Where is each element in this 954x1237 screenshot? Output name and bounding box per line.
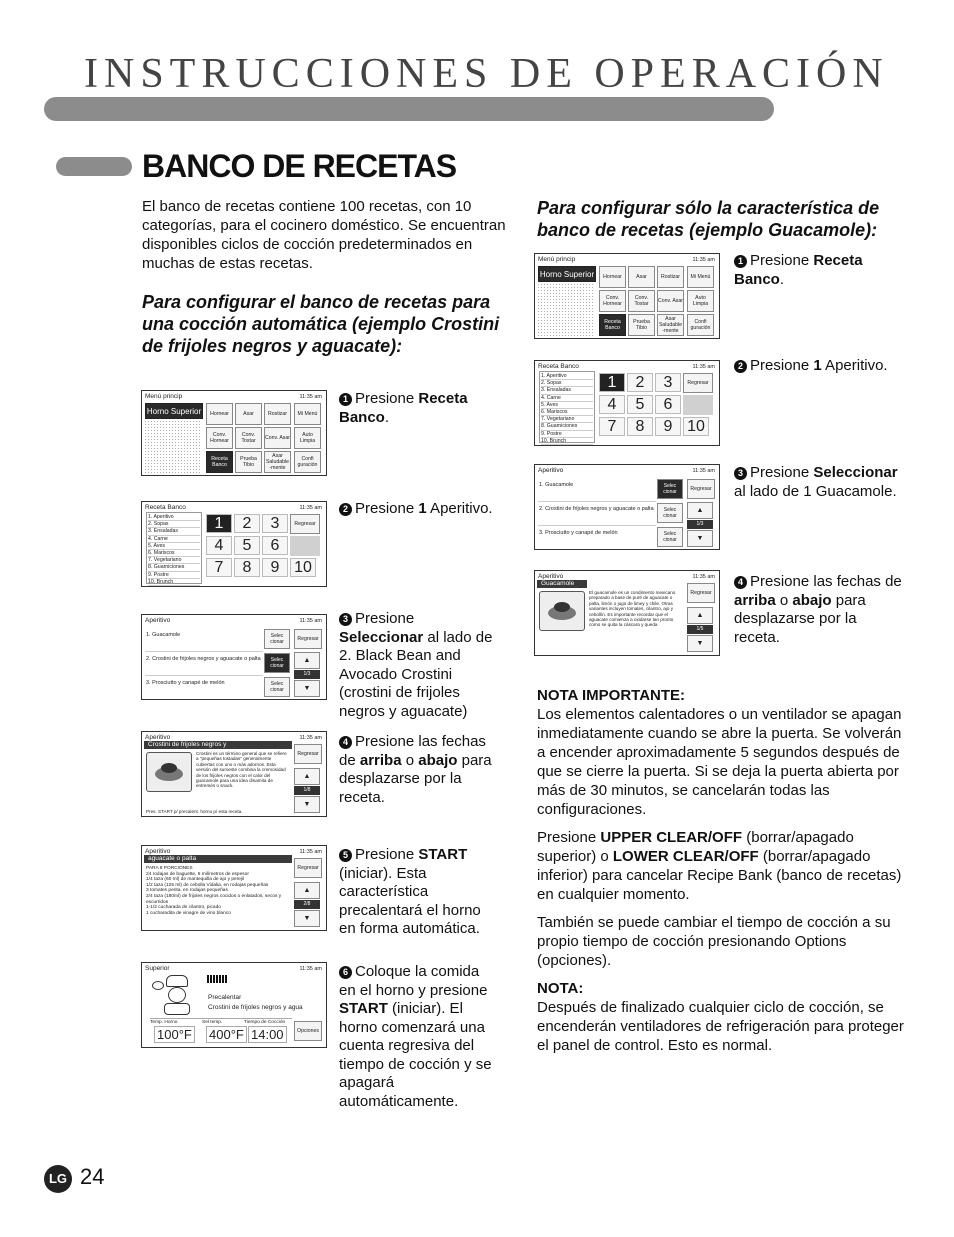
- number-button-10[interactable]: 10: [683, 417, 709, 436]
- step-text: Presione Receta Banco.: [734, 252, 863, 288]
- ingredient-line: 2/4 taza (180ml) de frijoles negros cocidos o enlatados, secos y escurridos: [146, 893, 282, 905]
- screen-title: Aperitivo: [538, 573, 564, 580]
- nota-text: Después de finalizado cualquier ciclo de cocción, se encenderán ventiladores de refrigeración para proteger el panel de control. Esto es normal.: [537, 999, 904, 1054]
- category-item: 3. Ensaladas: [541, 387, 593, 394]
- recipe-description: El guacamole es un condimento mexicano preparado a base de puré de aguacate o palta, limón o jugo de limey y chile. Otras variantes incluyen tomates, cilantro, ajo y cebollín. Es importante recordar que el aguacate comienza a oxidarse tan pronto como se quita la cáscara y queda: [589, 590, 676, 628]
- scroll-up-button[interactable]: ▲: [687, 607, 713, 624]
- screen-time: 11:35 am: [299, 394, 322, 400]
- select-button-1[interactable]: Selec cionar: [657, 479, 683, 499]
- screen-title: Aperitivo: [145, 617, 171, 624]
- screen-title: Aperitivo: [145, 848, 171, 855]
- select-button-2[interactable]: Selec cionar: [657, 503, 683, 523]
- nota-importante-text: Los elementos calentadores o un ventilador se apagan inmediatamente cuando se abre la puerta. Se volverán a encender aproximadamente 5 segundos después de que se cierre la puerta. Si se deja la puerta abierta por más de 30 minutos, se cancelarán todas las configuraciones.: [537, 706, 902, 818]
- menu-button-0-3[interactable]: Mi Menú: [687, 266, 714, 288]
- left-step-1: [339, 390, 499, 427]
- ingredient-line: 3 tomates perita, en rodajas pequeñas: [146, 888, 228, 894]
- left-step-6: [339, 963, 499, 1111]
- number-button-4[interactable]: 4: [599, 395, 625, 414]
- number-button-1[interactable]: 1: [599, 373, 625, 392]
- category-list: [539, 371, 595, 443]
- preheat-label: Precalentar: [208, 994, 242, 1001]
- ingredient-line: 1 cucharadita de vinagre de vino blanco: [146, 910, 231, 916]
- recipe-title-bar: aguacate o palta: [144, 855, 292, 863]
- screen-title: Aperitivo: [145, 734, 171, 741]
- page-indicator: 2/8: [294, 900, 320, 909]
- menu-button-1-2[interactable]: Conv. Asar: [264, 427, 291, 449]
- chef-icon: [152, 973, 198, 1015]
- category-list: [146, 512, 202, 584]
- recipe-title-bar: Guacamole: [537, 580, 587, 588]
- number-button-6[interactable]: 6: [262, 536, 288, 555]
- category-item: 4. Carne: [541, 395, 593, 402]
- scroll-up-button[interactable]: ▲: [294, 882, 320, 899]
- field-label: Sel temp.: [202, 1020, 223, 1025]
- menu-button-0-3[interactable]: Mi Menú: [294, 403, 321, 425]
- clear-off-paragraph: Presione UPPER CLEAR/OFF (borrar/apagado superior) o LOWER CLEAR/OFF (borrar/apagado inferior) para cancelar Recipe Bank (banco de recetas) en cualquier momento.: [537, 829, 902, 903]
- category-item: 2. Sopas: [541, 380, 593, 387]
- select-button-1[interactable]: Selec cionar: [264, 629, 290, 649]
- category-item: 8. Guarniciones: [541, 423, 593, 430]
- step-text: Presione Receta Banco.: [339, 390, 468, 426]
- section-pill: [56, 157, 132, 176]
- step-number-badge: 5: [339, 849, 352, 862]
- step-text: Presione Seleccionar al lado de 1 Guacamole.: [734, 464, 898, 500]
- menu-button-1-2[interactable]: Conv. Asar: [657, 290, 684, 312]
- left-aperitivo-screen: [141, 614, 327, 700]
- step-text: Coloque la comida en el horno y presione START (iniciar). El horno comenzará una cuenta regresiva del tiempo de cocción y se apagará automáticamente.: [339, 963, 492, 1110]
- section-title: BANCO DE RECETAS: [142, 148, 457, 184]
- step-text: Presione las fechas de arriba o abajo para desplazarse por la receta.: [339, 733, 492, 806]
- number-button-8[interactable]: 8: [627, 417, 653, 436]
- intro-paragraph: El banco de recetas contiene 100 recetas, con 10 categorías, para el cocinero doméstico. Se encuentran disponibles ciclos de cocción predeterminados en muchas de estas recetas.: [142, 198, 506, 272]
- menu-button-2-2[interactable]: Asar Saludable -mente: [265, 453, 290, 471]
- category-item: 5. Aves: [541, 402, 593, 409]
- menu-button-2-0[interactable]: Receta Banco: [599, 314, 626, 336]
- number-button-10[interactable]: 10: [290, 558, 316, 577]
- menu-button-0-0[interactable]: Hornear: [206, 403, 233, 425]
- category-item: 5. Aves: [148, 543, 200, 550]
- screen-time: 11:35 am: [692, 468, 715, 474]
- divider: [538, 525, 656, 526]
- field-value: 100°F: [154, 1026, 195, 1043]
- ingredient-line: PARA 8 PORCIONES: [146, 866, 193, 871]
- field-label: Temp. Horno: [150, 1020, 178, 1025]
- category-item: 9. Postre: [148, 572, 200, 579]
- right-heading: Para configurar sólo la característica de banco de recetas (ejemplo Guacamole):: [537, 198, 880, 240]
- right-step-1: [734, 252, 904, 289]
- page-indicator: 1/3: [294, 670, 320, 679]
- aperitivo-item: 1. Guacamole: [146, 632, 181, 638]
- ingredient-line: 1-1/2 cucharada de cilantro, picado: [146, 905, 221, 911]
- category-item: 9. Postre: [541, 431, 593, 438]
- number-button-1[interactable]: 1: [206, 514, 232, 533]
- screen-title: Menú princip: [145, 393, 183, 400]
- nota-title: NOTA:: [537, 980, 584, 997]
- category-item: 3. Ensaladas: [148, 528, 200, 535]
- number-button-4[interactable]: 4: [206, 536, 232, 555]
- menu-button-2-3[interactable]: Confi guración: [294, 451, 321, 473]
- recipe-name: Crostini de frijoles negros y agua: [208, 1004, 303, 1011]
- clapper-icon: [207, 975, 227, 983]
- step-number-badge: 4: [734, 576, 747, 589]
- number-button-2[interactable]: 2: [627, 373, 653, 392]
- screen-time: 11:35 am: [692, 364, 715, 370]
- scroll-down-button[interactable]: ▼: [294, 680, 320, 697]
- category-item: 7. Vegetariano: [148, 557, 200, 564]
- menu-button-0-2[interactable]: Rostizar: [264, 403, 291, 425]
- select-button-3[interactable]: Selec cionar: [264, 677, 290, 697]
- aperitivo-item: 2. Crostini de frijoles negros y aguacate o palta: [539, 506, 654, 512]
- step-number-badge: 6: [339, 966, 352, 979]
- oven-graphic: [537, 280, 595, 336]
- category-item: 1. Aperitivo: [541, 373, 593, 380]
- step-text: Presione 1 Aperitivo.: [355, 500, 493, 517]
- dish-illustration: [539, 591, 585, 631]
- left-step-3: [339, 610, 499, 721]
- number-button-2[interactable]: 2: [234, 514, 260, 533]
- step-text: Presione 1 Aperitivo.: [750, 357, 888, 374]
- menu-button-2-3[interactable]: Confi guración: [687, 314, 714, 336]
- menu-button-0-1[interactable]: Asar: [628, 266, 655, 288]
- back-button[interactable]: Regresar: [687, 583, 715, 603]
- right-step-2: [734, 357, 904, 376]
- field-value[interactable]: 400°F: [206, 1026, 247, 1043]
- screen-time: 11:35 am: [299, 849, 322, 855]
- category-item: 4. Carne: [148, 536, 200, 543]
- step-number-badge: 4: [339, 736, 352, 749]
- left-step-2: [339, 500, 499, 519]
- menu-button-1-3[interactable]: Auto Limpia: [687, 290, 714, 312]
- oven-graphic: [144, 417, 202, 473]
- aperitivo-item: 3. Prosciutto y canapé de melón: [146, 680, 225, 686]
- back-button[interactable]: Regresar: [294, 744, 322, 764]
- category-item: 7. Vegetariano: [541, 416, 593, 423]
- horno-superior-button[interactable]: Horno Superior: [145, 403, 203, 419]
- category-item: 8. Guarniciones: [148, 564, 200, 571]
- right-aperitivo-screen: [534, 464, 720, 550]
- start-note: Pres. START p/ precalent. horno p/ esta receta.: [146, 809, 243, 814]
- back-button[interactable]: Regresar: [687, 479, 715, 499]
- left-bank-screen: [141, 501, 327, 587]
- number-button-3[interactable]: 3: [262, 514, 288, 533]
- back-button[interactable]: Regresar: [683, 373, 713, 393]
- empty-slot: [683, 395, 713, 415]
- options-paragraph: También se puede cambiar el tiempo de cocción a su propio tiempo de cocción presionando Options (opciones).: [537, 914, 891, 969]
- aperitivo-item: 2. Crostini de frijoles negros y aguacate o palta: [146, 656, 261, 662]
- page-indicator: 1/8: [294, 786, 320, 795]
- menu-button-1-1[interactable]: Conv. Tostar: [628, 290, 655, 312]
- step-text: Presione las fechas de arriba o abajo para desplazarse por la receta.: [734, 573, 902, 646]
- ingredient-line: 1/4 taza (60 ml) de mantequilla de ajo y perejil: [146, 877, 245, 883]
- lg-logo: LG: [44, 1165, 72, 1193]
- number-button-5[interactable]: 5: [234, 536, 260, 555]
- select-button-3[interactable]: Selec cionar: [657, 527, 683, 547]
- menu-button-1-0[interactable]: Conv. Hornear: [599, 290, 626, 312]
- menu-button-2-1[interactable]: Prueba Tibio: [628, 314, 655, 336]
- menu-button-0-1[interactable]: Asar: [235, 403, 262, 425]
- menu-button-1-3[interactable]: Auto Limpia: [294, 427, 321, 449]
- aperitivo-item: 3. Prosciutto y canapé de melón: [539, 530, 618, 536]
- scroll-up-button[interactable]: ▲: [294, 652, 320, 669]
- divider: [145, 651, 263, 652]
- horno-superior-button[interactable]: Horno Superior: [538, 266, 596, 282]
- left-crostini-recipe-screen: [141, 731, 327, 817]
- screen-title: Superior: [145, 965, 170, 972]
- screen-time: 11:35 am: [692, 574, 715, 580]
- step-number-badge: 2: [339, 503, 352, 516]
- page-indicator: 1/3: [687, 520, 713, 529]
- screen-time: 11:35 am: [299, 505, 322, 511]
- number-button-5[interactable]: 5: [627, 395, 653, 414]
- menu-button-0-2[interactable]: Rostizar: [657, 266, 684, 288]
- menu-button-2-1[interactable]: Prueba Tibio: [235, 451, 262, 473]
- step-text: Presione START (iniciar). Esta característica precalentará el horno en forma automática.: [339, 846, 481, 937]
- screen-title: Receta Banco: [145, 504, 186, 511]
- step-number-badge: 2: [734, 360, 747, 373]
- left-step-5: [339, 846, 499, 939]
- menu-button-1-1[interactable]: Conv. Tostar: [235, 427, 262, 449]
- back-button[interactable]: Regresar: [294, 858, 322, 878]
- left-ingred-recipe-screen: [141, 845, 327, 931]
- dish-illustration: [146, 752, 192, 792]
- step-number-badge: 1: [734, 255, 747, 268]
- recipe-description: Crostini es un término general que se refiere a "pequeñas tostadas" generalmente cubiertas con uno o más adornos. Esta versión del suroeste combina la cremosidad de los frijoles negros con el calor del guacamole para una idea dinamita de entremés o snack.: [196, 751, 287, 789]
- number-button-6[interactable]: 6: [655, 395, 681, 414]
- category-item: 6. Mariscos: [541, 409, 593, 416]
- nota-importante-title: NOTA IMPORTANTE:: [537, 687, 686, 704]
- right-menu-screen: [534, 253, 720, 339]
- ingredient-line: 24 rodajas de baguette, 6 milímetros de espesor: [146, 871, 249, 877]
- divider: [145, 675, 263, 676]
- number-button-7[interactable]: 7: [599, 417, 625, 436]
- divider: [150, 1018, 292, 1019]
- menu-button-2-2[interactable]: Asar Saludable -mente: [658, 316, 683, 334]
- number-button-3[interactable]: 3: [655, 373, 681, 392]
- scroll-down-button[interactable]: ▼: [294, 796, 320, 813]
- field-value[interactable]: 14:00: [248, 1026, 287, 1043]
- menu-button-1-0[interactable]: Conv. Hornear: [206, 427, 233, 449]
- empty-slot: [290, 536, 320, 556]
- screen-time: 11:35 am: [299, 735, 322, 741]
- left-step-4: [339, 733, 499, 807]
- options-button[interactable]: Opciones: [294, 1021, 322, 1041]
- menu-button-2-0[interactable]: Receta Banco: [206, 451, 233, 473]
- category-item: 10. Brunch: [148, 579, 200, 586]
- notes-block: [537, 686, 912, 1055]
- scroll-down-button[interactable]: ▼: [687, 635, 713, 652]
- scroll-up-button[interactable]: ▲: [294, 768, 320, 785]
- screen-title: Menú princip: [538, 256, 576, 263]
- header-bar: [44, 97, 774, 121]
- category-item: 2. Sopas: [148, 521, 200, 528]
- category-item: 1. Aperitivo: [148, 514, 200, 521]
- number-button-9[interactable]: 9: [655, 417, 681, 436]
- category-item: 10. Brunch: [541, 438, 593, 445]
- screen-time: 11:35 am: [299, 966, 322, 972]
- recipe-title-bar: Crostini de frijoles negros y: [144, 741, 292, 749]
- screen-time: 11:35 am: [299, 618, 322, 624]
- screen-title: Aperitivo: [538, 467, 564, 474]
- number-button-9[interactable]: 9: [262, 558, 288, 577]
- number-button-8[interactable]: 8: [234, 558, 260, 577]
- aperitivo-item: 1. Guacamole: [539, 482, 574, 488]
- back-button[interactable]: Regresar: [294, 629, 322, 649]
- step-number-badge: 3: [734, 467, 747, 480]
- screen-title: Receta Banco: [538, 363, 579, 370]
- left-menu-screen: [141, 390, 327, 476]
- menu-button-0-0[interactable]: Hornear: [599, 266, 626, 288]
- scroll-up-button[interactable]: ▲: [687, 502, 713, 519]
- select-button-2[interactable]: Selec cionar: [264, 653, 290, 673]
- right-bank-screen: [534, 360, 720, 446]
- field-label: Tiempo de Cocción: [244, 1020, 286, 1025]
- page-indicator: 1/5: [687, 625, 713, 634]
- screen-time: 11:35 am: [692, 257, 715, 263]
- page-header-title: INSTRUCCIONES DE OPERACIÓN: [84, 51, 889, 97]
- right-step-3: [734, 464, 904, 501]
- scroll-down-button[interactable]: ▼: [687, 530, 713, 547]
- category-item: 6. Mariscos: [148, 550, 200, 557]
- preheat-screen: [141, 962, 327, 1048]
- left-heading: Para configurar el banco de recetas para una cocción automática (ejemplo Crostini de frijoles negros y aguacate):: [142, 292, 500, 356]
- scroll-down-button[interactable]: ▼: [294, 910, 320, 927]
- divider: [538, 501, 656, 502]
- right-guac-recipe-screen: [534, 570, 720, 656]
- step-number-badge: 1: [339, 393, 352, 406]
- step-number-badge: 3: [339, 613, 352, 626]
- step-text: Presione Seleccionar al lado de 2. Black Bean and Avocado Crostini (crostini de frijoles negros y aguacate): [339, 610, 493, 720]
- ingredient-list: [146, 866, 288, 916]
- page-number: 24: [80, 1164, 105, 1189]
- number-button-7[interactable]: 7: [206, 558, 232, 577]
- right-step-4: [734, 573, 904, 647]
- back-button[interactable]: Regresar: [290, 514, 320, 534]
- ingredient-line: 1/2 taza (125 ml) de cebolla Vidalia, en rodajas pequeñas: [146, 882, 269, 888]
